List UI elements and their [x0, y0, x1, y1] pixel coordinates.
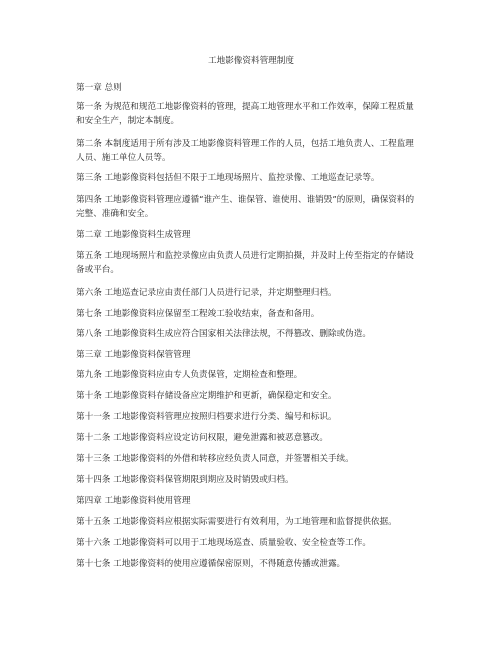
article-line: 第七条 工地影像资料应保留至工程竣工验收结束，备查和备用。 [76, 309, 320, 319]
article-line: 第十四条 工地影像资料保管期限到期应及时销毁或归档。 [76, 475, 294, 485]
article-line: 第三条 工地影像资料包括但不限于工地现场照片、监控录像、工地巡查记录等。 [76, 173, 380, 183]
chapter-heading: 第二章 工地影像资料生成管理 [76, 230, 191, 240]
article-line: 第九条 工地影像资料应由专人负责保管，定期检查和整理。 [76, 370, 303, 380]
article-line: 第十五条 工地影像资料应根据实际需要进行有效利用，为工地管理和监督提供依据。 [76, 517, 397, 527]
article-line: 第十二条 工地影像资料应设定访问权限，避免泄露和被恶意篡改。 [76, 433, 328, 443]
article-line: 第十一条 工地影像资料管理应按照归档要求进行分类、编号和标识。 [76, 412, 337, 422]
article-line: 完整、准确和安全。 [76, 209, 154, 219]
article-line: 第十条 工地影像资料存储设备应定期维护和更新，确保稳定和安全。 [76, 391, 337, 401]
chapter-heading: 第一章 总则 [76, 83, 122, 93]
article-line: 和安全生产，制定本制度。 [76, 116, 180, 126]
article-line: 第十七条 工地影像资料的使用应遵循保密原则，不得随意传播或泄露。 [76, 559, 346, 569]
article-line: 第十六条 工地影像资料可以用于工地现场巡查、质量验收、安全检查等工作。 [76, 538, 371, 548]
document-title: 工地影像资料管理制度 [208, 56, 294, 66]
article-line: 第八条 工地影像资料生成应符合国家相关法律法规，不得篡改、删除或伪造。 [76, 329, 371, 339]
article-line: 第二条 本制度适用于所有涉及工地影像资料管理工作的人员，包括工地负责人、工程监理 [76, 139, 414, 149]
chapter-heading: 第四章 工地影像资料使用管理 [76, 496, 191, 506]
article-line: 第一条 为规范和规范工地影像资料的管理，提高工地管理水平和工作效率，保障工程质量 [76, 102, 414, 112]
article-line: 第五条 工地现场照片和监控录像应由负责人员进行定期拍摄，并及时上传至指定的存储设 [76, 251, 414, 261]
article-line: 第十三条 工地影像资料的外借和转移应经负责人同意，并签署相关手续。 [76, 454, 354, 464]
article-line: 备或平台。 [76, 265, 119, 275]
chapter-heading: 第三章 工地影像资料保管管理 [76, 350, 191, 360]
article-line: 人员、施工单位人员等。 [76, 153, 171, 163]
article-line: 第四条 工地影像资料管理应遵循“谁产生、谁保管、谁使用、谁销毁”的原则，确保资料的 [76, 195, 415, 205]
article-line: 第六条 工地巡查记录应由责任部门人员进行记录，并定期整理归档。 [76, 288, 337, 298]
